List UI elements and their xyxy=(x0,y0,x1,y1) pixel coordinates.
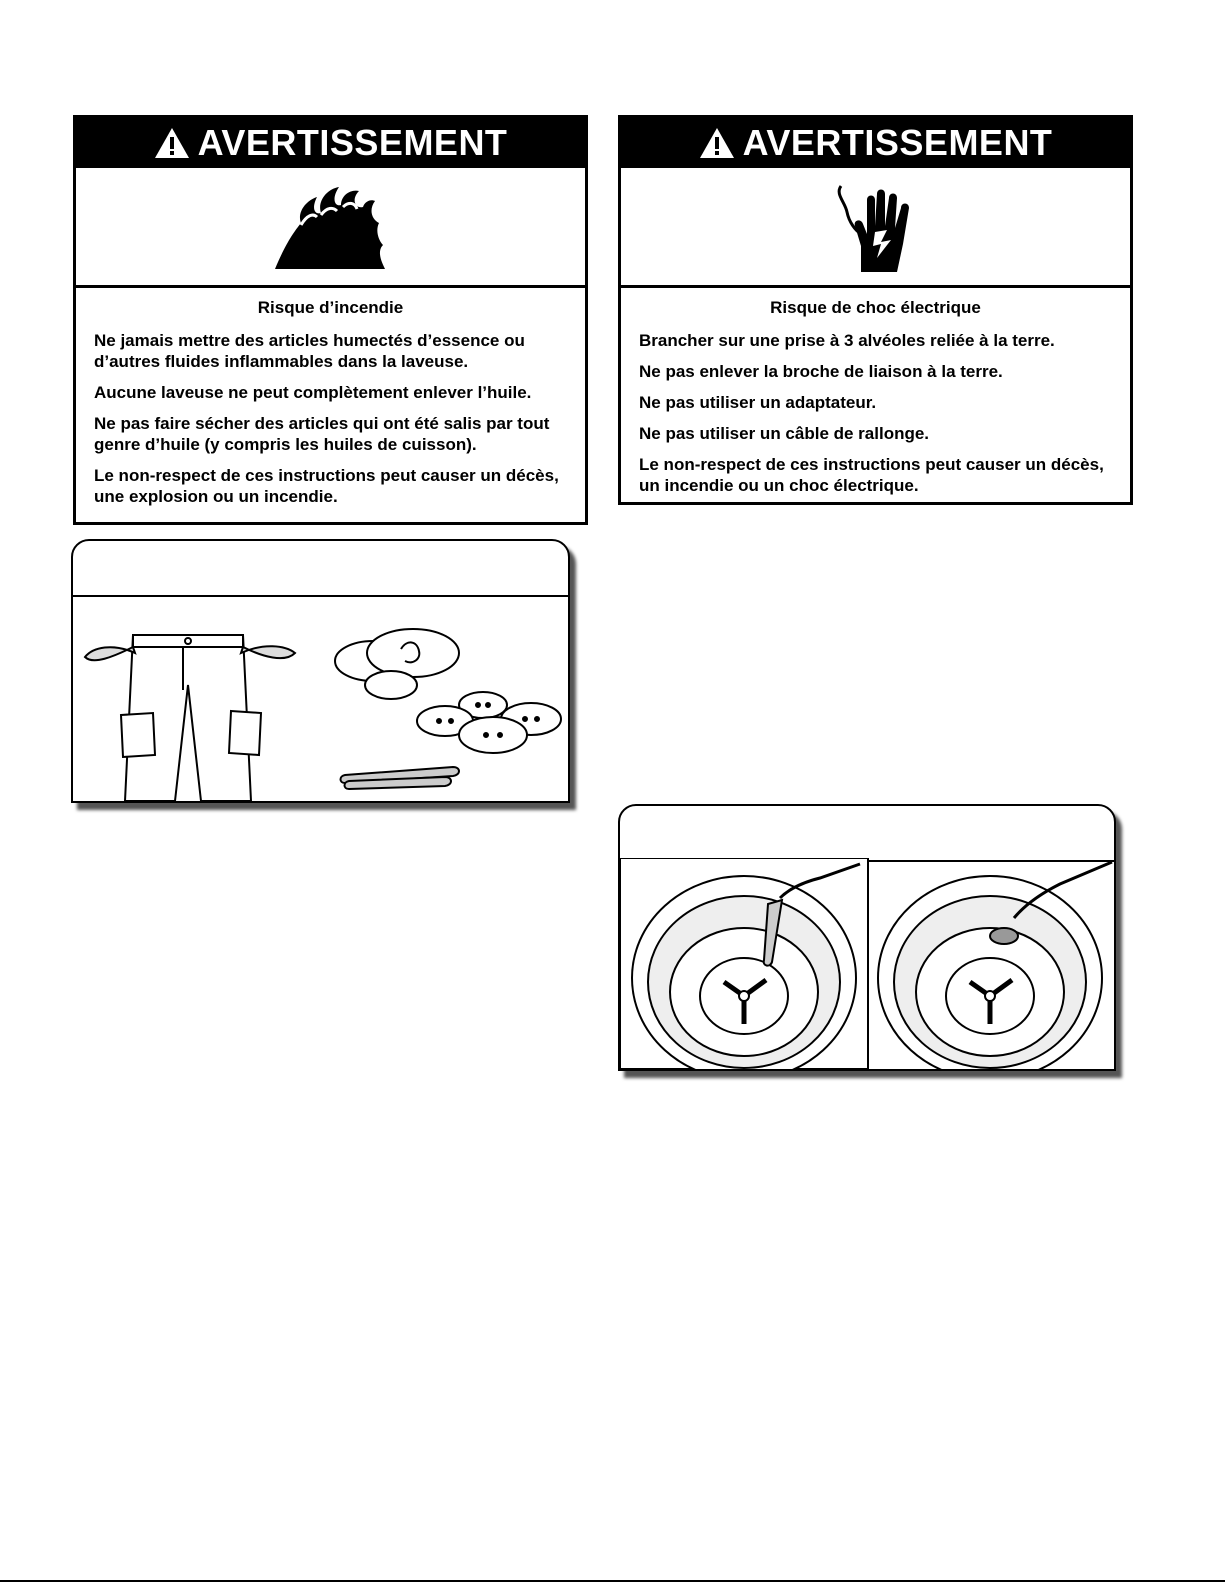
shock-icon-area xyxy=(621,168,1130,288)
electric-shock-hand-icon xyxy=(831,182,921,274)
warning-line: Ne pas utiliser un câble de rallonge. xyxy=(639,424,930,443)
fire-icon xyxy=(271,185,391,271)
warning-title: Risque d’incendie xyxy=(257,298,404,317)
warning-header-label: AVERTISSEMENT xyxy=(742,122,1053,163)
warning-header xyxy=(76,118,585,168)
washer-drum-illustration xyxy=(620,858,1114,1069)
warning-line: Le non-respect de ces instructions peut causer un décès, une explosion ou un incendie. xyxy=(94,466,559,506)
warning-triangle-icon xyxy=(154,127,190,159)
warning-header xyxy=(621,118,1130,168)
warning-triangle-icon xyxy=(699,127,735,159)
warning-line: Ne jamais mettre des articles humectés d’essence ou d’autres fluides inflammables dans la laveuse. xyxy=(94,331,525,371)
panel-header xyxy=(73,541,568,597)
empty-pockets-illustration xyxy=(73,595,568,801)
warning-line: Ne pas enlever la broche de liaison à la terre. xyxy=(639,362,1003,381)
warning-header-label: AVERTISSEMENT xyxy=(197,122,508,163)
warning-body xyxy=(76,288,585,517)
electric-warning-box xyxy=(618,115,1133,505)
page-bottom-rule xyxy=(0,1580,1225,1582)
empty-pockets-panel xyxy=(71,539,570,803)
warning-line: Ne pas utiliser un adaptateur. xyxy=(639,393,877,412)
warning-body xyxy=(621,288,1130,506)
panel-header xyxy=(620,806,1114,862)
warning-line: Le non-respect de ces instructions peut causer un décès, un incendie ou un choc électrique. xyxy=(639,455,1104,495)
warning-line: Brancher sur une prise à 3 alvéoles reliée à la terre. xyxy=(639,331,1055,350)
fire-icon-area xyxy=(76,168,585,288)
warning-title: Risque de choc électrique xyxy=(770,298,981,317)
washer-drum-panel xyxy=(618,804,1116,1071)
warning-line: Ne pas faire sécher des articles qui ont été salis par tout genre d’huile (y compris les huiles de cuisson). xyxy=(94,414,550,454)
fire-warning-box xyxy=(73,115,588,525)
warning-line: Aucune laveuse ne peut complètement enlever l’huile. xyxy=(94,383,532,402)
